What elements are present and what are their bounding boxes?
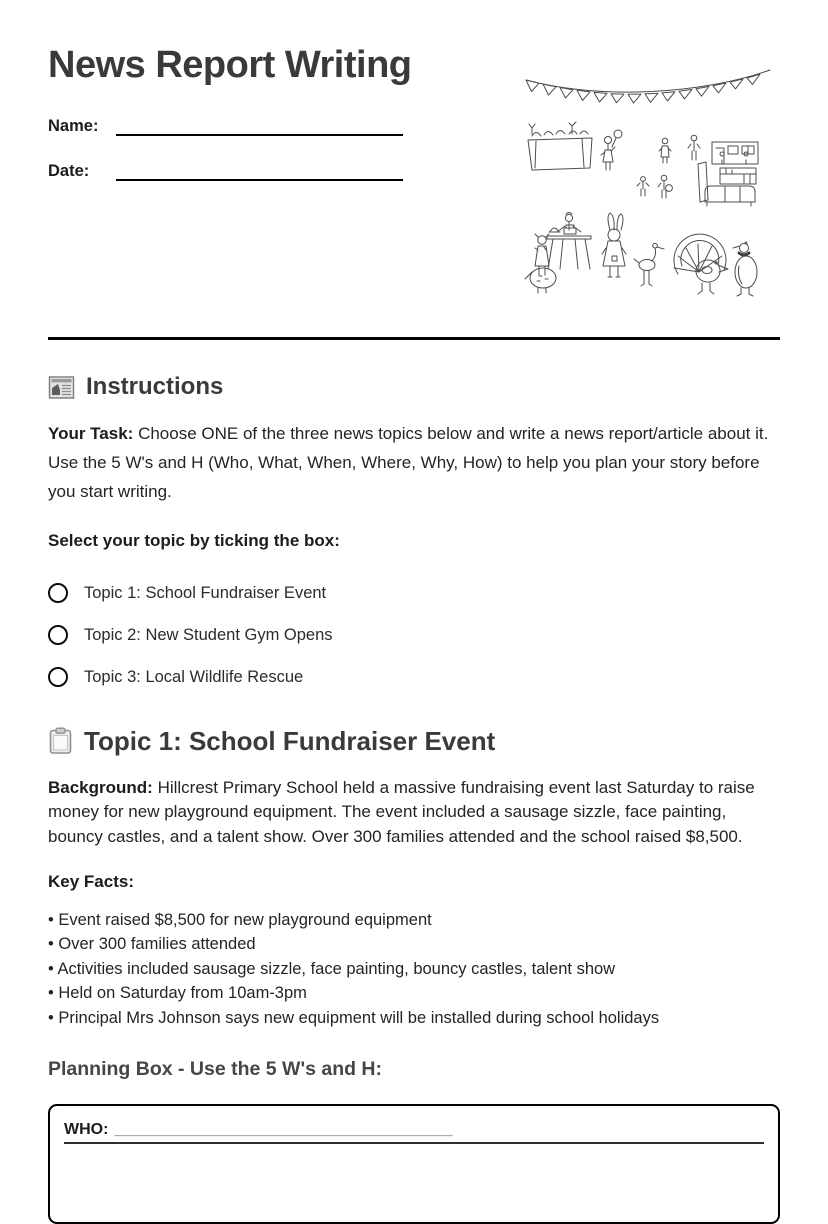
planning-box-heading: Planning Box - Use the 5 W's and H:: [48, 1058, 383, 1081]
key-fact-item: • Held on Saturday from 10am-3pm: [48, 981, 780, 1006]
topic-3-label: Topic 3: Local Wildlife Rescue: [84, 667, 304, 686]
instructions-heading-label: Instructions: [86, 373, 224, 400]
task-text: Choose ONE of the three news topics below and write a news report/article about it. Use the 5 W's and H (Who, What, When, Where, Why, How) to help you plan your story before you start writing.: [48, 424, 769, 501]
clipboard-icon: [48, 727, 73, 755]
topic-3-radio[interactable]: [48, 667, 68, 687]
header: [0, 0, 828, 340]
topic1-heading: [48, 726, 780, 757]
section-divider: [48, 337, 780, 340]
topic-1-radio[interactable]: [48, 583, 68, 603]
topic-option-3[interactable]: [48, 667, 780, 688]
name-field-row: [48, 112, 403, 136]
key-fact-item: • Over 300 families attended: [48, 932, 780, 957]
topic-options: [48, 583, 780, 688]
topic1-heading-label: Topic 1: School Fundraiser Event: [84, 725, 496, 756]
topic-option-2[interactable]: [48, 625, 780, 646]
background-label: Background:: [48, 777, 153, 797]
who-input-line[interactable]: ______________________________________: [114, 1121, 453, 1139]
name-input-line[interactable]: [116, 112, 403, 136]
background-paragraph: [48, 776, 780, 850]
key-fact-item: • Activities included sausage sizzle, face painting, bouncy castles, talent show: [48, 957, 780, 982]
task-paragraph: [48, 420, 780, 507]
topic-2-radio[interactable]: [48, 625, 68, 645]
date-field-row: [48, 157, 403, 181]
topic-2-label: Topic 2: New Student Gym Opens: [84, 625, 333, 644]
page-title: News Report Writing: [48, 44, 412, 86]
task-label: Your Task:: [48, 424, 134, 443]
date-input-line[interactable]: [116, 157, 403, 181]
content: [0, 373, 828, 1224]
fundraiser-scene-illustration: [522, 60, 776, 298]
key-fact-item: • Principal Mrs Johnson says new equipment will be installed during school holidays: [48, 1006, 780, 1031]
newspaper-icon: [48, 375, 75, 400]
date-label: Date:: [48, 162, 90, 180]
key-facts-list: [48, 908, 780, 1031]
background-text: Hillcrest Primary School held a massive fundraising event last Saturday to raise money for new playground equipment. The event included a sausage sizzle, face painting, bouncy castles, and a talent show. Over 300 families attended and the school raised $8,500.: [48, 777, 755, 846]
select-prompt: Select your topic by ticking the box:: [48, 530, 340, 550]
who-label: WHO:: [64, 1121, 109, 1139]
key-facts-label: Key Facts:: [48, 871, 134, 891]
name-label: Name:: [48, 117, 99, 135]
key-fact-item: • Event raised $8,500 for new playground equipment: [48, 908, 780, 933]
topic-1-label: Topic 1: School Fundraiser Event: [84, 583, 327, 602]
topic-option-1[interactable]: [48, 583, 780, 604]
planning-box: [48, 1104, 780, 1224]
who-field-row[interactable]: [64, 1121, 764, 1144]
instructions-heading: [48, 373, 780, 401]
